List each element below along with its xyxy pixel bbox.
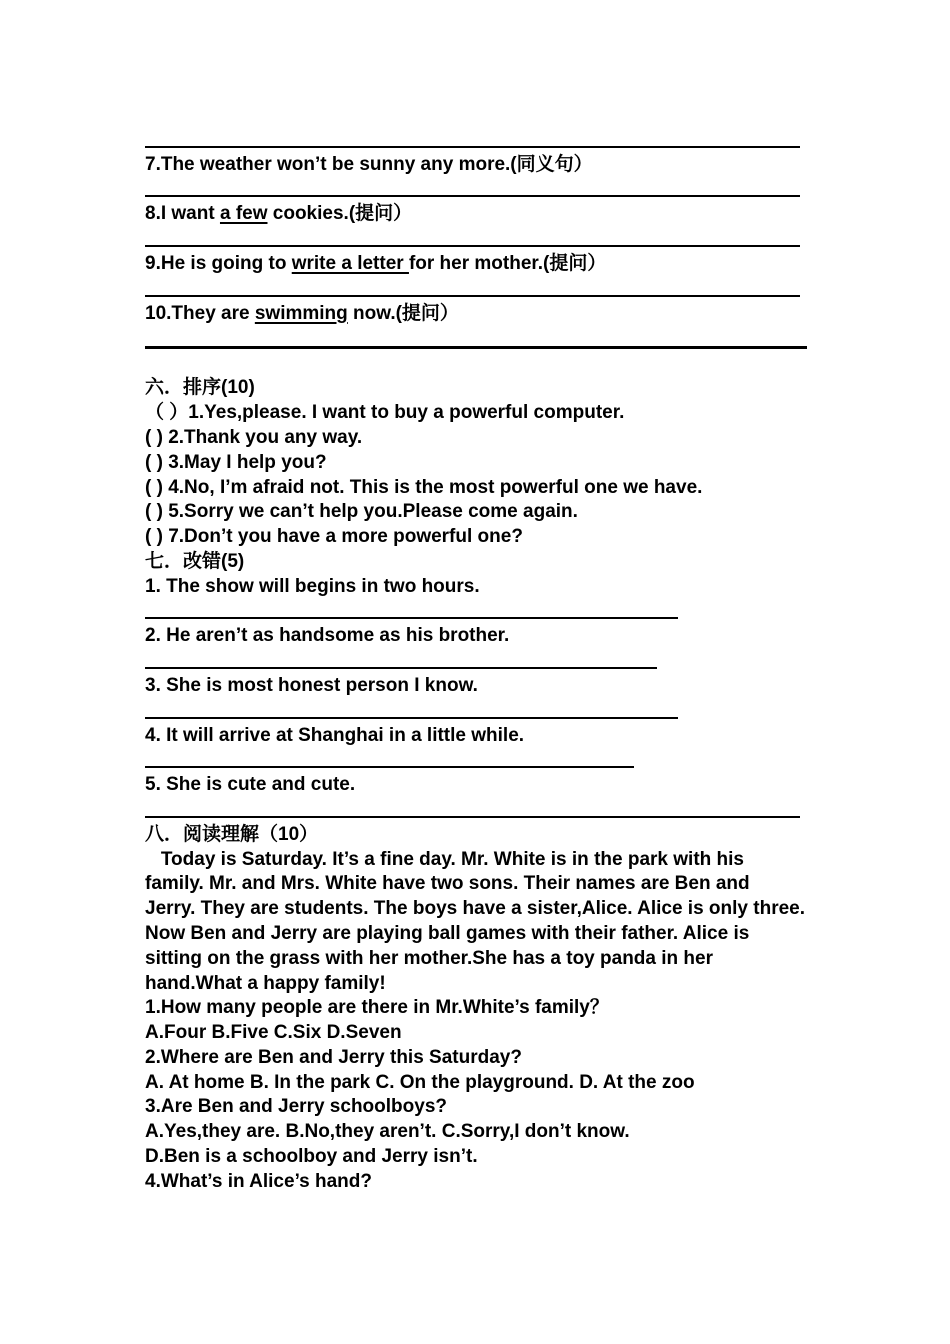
question-8: 8.I want a few cookies.(提问） <box>145 203 413 225</box>
underlined-phrase: a few <box>219 203 268 225</box>
reading-line: 4.What’s in Alice’s hand? <box>145 1170 372 1192</box>
correction-item: 3. She is most honest person I know. <box>145 674 478 696</box>
correction-item: 2. He aren’t as handsome as his brother. <box>145 625 510 647</box>
reading-passage: Today is Saturday. It’s a fine day. Mr. White is in the park with his family. Mr. and Mrs. White have two sons. Their names are Ben and Jerry. They are students. The boys have a sister,Alice. Alice is only three. Now Ben and Jerry are playing ball games with their father. Alice is sitting on the grass with her mother.She has a toy panda in her hand.What a happy family! <box>145 848 811 994</box>
answer-line[interactable] <box>145 277 805 302</box>
answer-line[interactable] <box>145 178 805 203</box>
answer-line[interactable] <box>145 128 805 153</box>
reading-line: A.Yes,they are. B.No,they aren’t. C.Sorry,I don’t know. <box>145 1121 630 1143</box>
question-7: 7.The weather won’t be sunny any more.(同义句） <box>145 153 593 175</box>
reading-line: A.Four B.Five C.Six D.Seven <box>145 1022 402 1044</box>
answer-line[interactable] <box>145 748 805 773</box>
ordering-item: （ ）1.Yes,please. I want to buy a powerful computer. <box>145 402 625 424</box>
correction-item: 1. The show will begins in two hours. <box>145 575 480 597</box>
answer-line[interactable] <box>145 326 805 354</box>
underlined-phrase: write a letter <box>291 252 409 274</box>
ordering-item: ( ) 7.Don’t you have a more powerful one? <box>145 526 523 548</box>
reading-line: 2.Where are Ben and Jerry this Saturday? <box>145 1046 522 1068</box>
answer-line[interactable] <box>145 699 805 724</box>
correction-item: 4. It will arrive at Shanghai in a little while. <box>145 724 525 746</box>
reading-line: 1.How many people are there in Mr.White’s family？ <box>145 997 609 1019</box>
section-8-heading: 八．阅读理解（10） <box>145 823 319 845</box>
underlined-phrase: swimming <box>254 302 348 324</box>
worksheet-page <box>145 128 811 1195</box>
section-6-heading: 六．排序(10) <box>145 377 255 399</box>
reading-line: 3.Are Ben and Jerry schoolboys? <box>145 1096 447 1118</box>
answer-line[interactable] <box>145 227 805 252</box>
answer-line[interactable] <box>145 600 805 625</box>
question-10: 10.They are swimming now.(提问） <box>145 302 459 324</box>
section-7-heading: 七．改错(5) <box>145 550 245 572</box>
reading-line: A. At home B. In the park C. On the playground. D. At the zoo <box>145 1071 695 1093</box>
correction-item: 5. She is cute and cute. <box>145 774 356 796</box>
ordering-item: ( ) 5.Sorry we can’t help you.Please come again. <box>145 501 578 523</box>
ordering-item: ( ) 3.May I help you? <box>145 451 327 473</box>
reading-line: D.Ben is a schoolboy and Jerry isn’t. <box>145 1146 478 1168</box>
answer-line[interactable] <box>145 798 805 823</box>
ordering-item: ( ) 2.Thank you any way. <box>145 426 363 448</box>
answer-line[interactable] <box>145 649 805 674</box>
question-9: 9.He is going to write a letter for her mother.(提问） <box>145 252 607 274</box>
ordering-item: ( ) 4.No, I’m afraid not. This is the most powerful one we have. <box>145 476 703 498</box>
